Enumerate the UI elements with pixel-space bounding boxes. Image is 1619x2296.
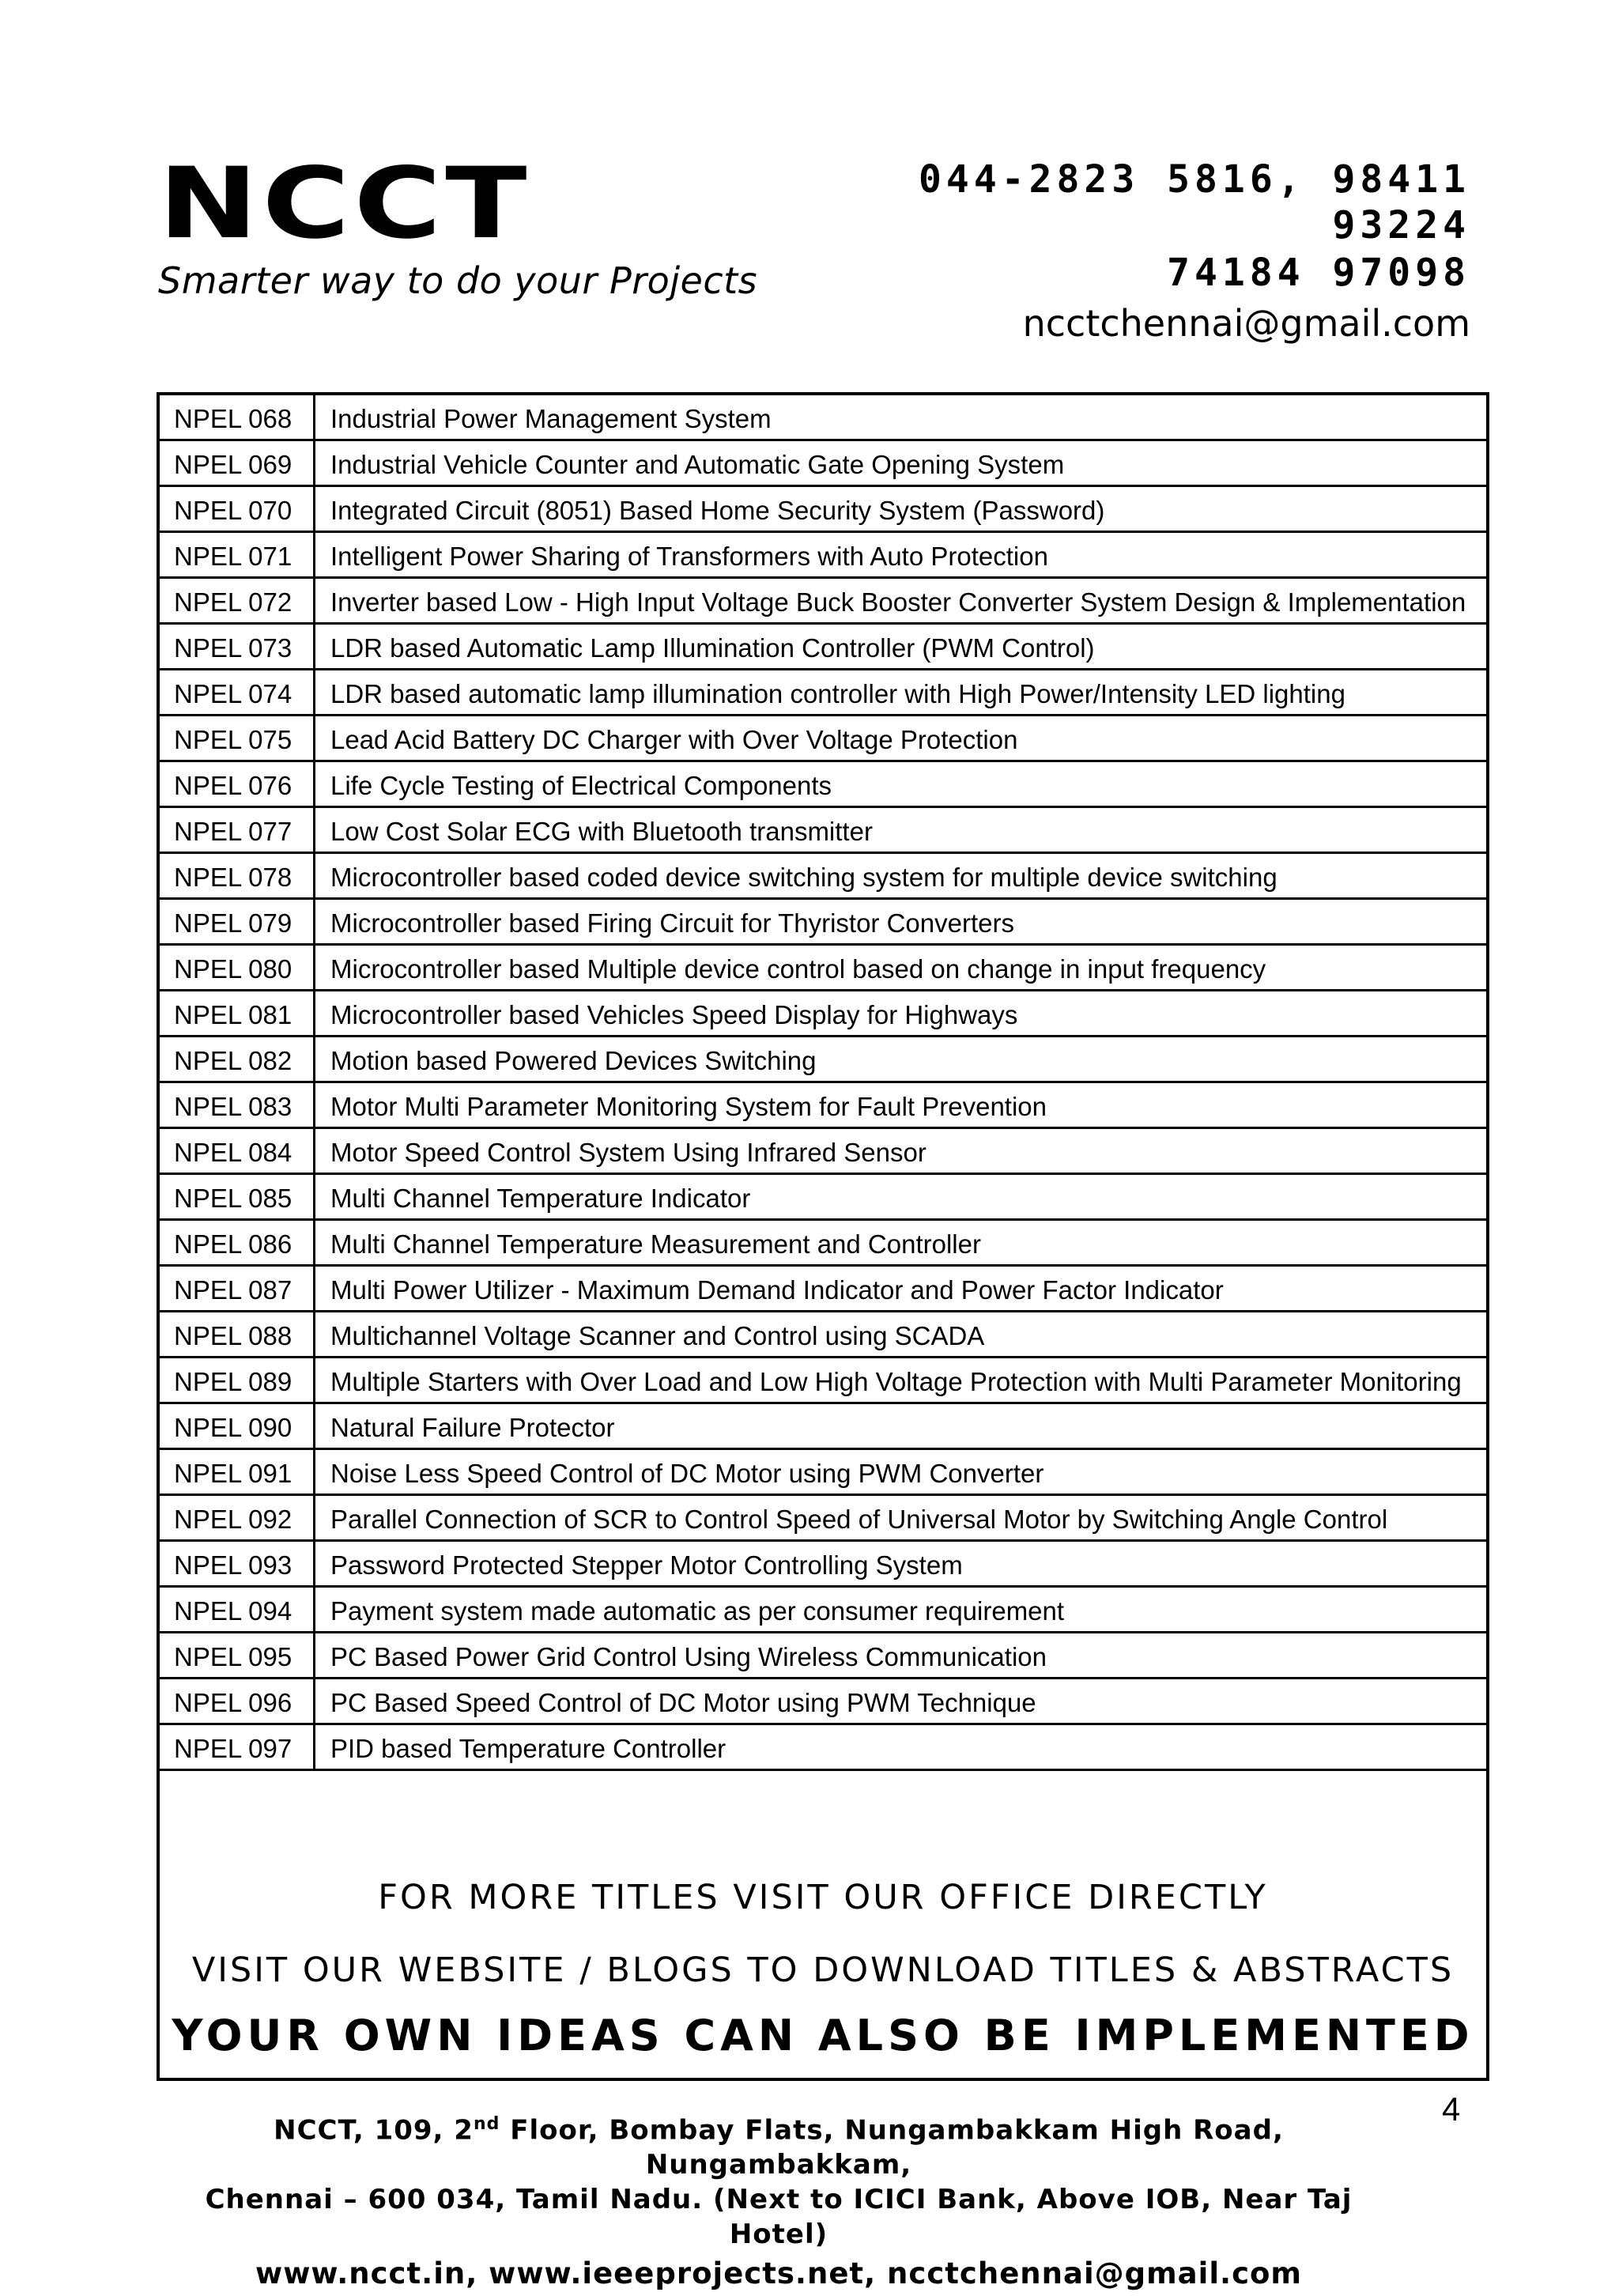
tagline: Smarter way to do your Projects	[158, 259, 758, 302]
project-title: LDR based Automatic Lamp Illumination Controller (PWM Control)	[315, 624, 1487, 670]
project-code: NPEL 096	[160, 1679, 315, 1724]
project-title: Inverter based Low - High Input Voltage Buck Booster Converter System Design & Implementation	[315, 578, 1487, 624]
table-row	[160, 1266, 1486, 1312]
ncct-logo: NCCT	[158, 147, 531, 261]
project-code: NPEL 095	[160, 1633, 315, 1679]
table-row	[160, 1724, 1486, 1770]
project-code: NPEL 086	[160, 1220, 315, 1266]
more-titles-note: FOR MORE TITLES VISIT OUR OFFICE DIRECTLY	[378, 1878, 1268, 1917]
table-row	[160, 899, 1486, 945]
table-row	[160, 1633, 1486, 1679]
table-row	[160, 991, 1486, 1037]
project-title: Microcontroller based Multiple device control based on change in input frequency	[315, 945, 1487, 991]
project-title: Low Cost Solar ECG with Bluetooth transmitter	[315, 807, 1487, 853]
project-code: NPEL 078	[160, 853, 315, 899]
project-code: NPEL 082	[160, 1037, 315, 1082]
table-row	[160, 1174, 1486, 1220]
project-code: NPEL 068	[160, 395, 315, 440]
project-title: Motor Speed Control System Using Infrared Sensor	[315, 1128, 1487, 1174]
project-title: Motor Multi Parameter Monitoring System for Fault Prevention	[315, 1082, 1487, 1128]
project-code: NPEL 093	[160, 1541, 315, 1587]
table-row	[160, 945, 1486, 991]
table-row	[160, 486, 1486, 532]
project-title: Microcontroller based Firing Circuit for Thyristor Converters	[315, 899, 1487, 945]
table-row	[160, 395, 1486, 440]
project-title: Multi Channel Temperature Indicator	[315, 1174, 1487, 1220]
project-code: NPEL 089	[160, 1358, 315, 1403]
website-note: VISIT OUR WEBSITE / BLOGS TO DOWNLOAD TITLES & ABSTRACTS	[191, 1950, 1455, 1990]
website-links: www.ncct.in, www.ieeeprojects.net, ncctchennai@gmail.com	[255, 2256, 1302, 2291]
table-row	[160, 670, 1486, 716]
phone-line-3: 74184 97098	[1167, 251, 1470, 295]
project-title: PC Based Power Grid Control Using Wireless Communication	[315, 1633, 1487, 1679]
project-code: NPEL 076	[160, 761, 315, 807]
project-title: Intelligent Power Sharing of Transformers with Auto Protection	[315, 532, 1487, 578]
project-code: NPEL 080	[160, 945, 315, 991]
box-footer	[160, 1874, 1486, 2064]
project-code: NPEL 097	[160, 1724, 315, 1770]
project-code: NPEL 075	[160, 716, 315, 761]
table-row	[160, 1403, 1486, 1449]
contact-email: ncctchennai@gmail.com	[1022, 302, 1470, 345]
project-title: Natural Failure Protector	[315, 1403, 1487, 1449]
address-line-1: NCCT, 109, 2nd Floor, Bombay Flats, Nungambakkam High Road, Nungambakkam,	[274, 2114, 1284, 2181]
project-code: NPEL 071	[160, 532, 315, 578]
project-code: NPEL 079	[160, 899, 315, 945]
address-line-2: Chennai – 600 034, Tamil Nadu. (Next to ICICI Bank, Above IOB, Near Taj Hotel)	[205, 2184, 1353, 2251]
table-row	[160, 1128, 1486, 1174]
table-row	[160, 853, 1486, 899]
phone-line-1: 044-2823 5816, 98411	[919, 157, 1470, 202]
project-code: NPEL 092	[160, 1495, 315, 1541]
project-code: NPEL 070	[160, 486, 315, 532]
project-title: PID based Temperature Controller	[315, 1724, 1487, 1770]
own-ideas-banner: YOUR OWN IDEAS CAN ALSO BE IMPLEMENTED	[172, 2011, 1474, 2060]
project-code: NPEL 077	[160, 807, 315, 853]
table-row	[160, 1312, 1486, 1358]
project-code: NPEL 087	[160, 1266, 315, 1312]
project-code: NPEL 088	[160, 1312, 315, 1358]
phone-line-2: 93224	[1332, 203, 1470, 247]
project-title: Life Cycle Testing of Electrical Components	[315, 761, 1487, 807]
table-row	[160, 624, 1486, 670]
project-title: Multiple Starters with Over Load and Low High Voltage Protection with Multi Parameter Monitoring	[315, 1358, 1487, 1403]
project-code: NPEL 072	[160, 578, 315, 624]
table-row	[160, 1679, 1486, 1724]
project-title: PC Based Speed Control of DC Motor using PWM Technique	[315, 1679, 1487, 1724]
project-title: Industrial Vehicle Counter and Automatic Gate Opening System	[315, 440, 1487, 486]
project-titles-table	[160, 395, 1486, 1771]
project-code: NPEL 074	[160, 670, 315, 716]
table-row	[160, 716, 1486, 761]
table-row	[160, 1495, 1486, 1541]
project-code: NPEL 085	[160, 1174, 315, 1220]
table-row	[160, 440, 1486, 486]
project-title: Multi Power Utilizer - Maximum Demand Indicator and Power Factor Indicator	[315, 1266, 1487, 1312]
project-code: NPEL 084	[160, 1128, 315, 1174]
table-row	[160, 1587, 1486, 1633]
project-code: NPEL 091	[160, 1449, 315, 1495]
project-title: Integrated Circuit (8051) Based Home Security System (Password)	[315, 486, 1487, 532]
project-title: Lead Acid Battery DC Charger with Over Voltage Protection	[315, 716, 1487, 761]
project-code: NPEL 081	[160, 991, 315, 1037]
table-row	[160, 1449, 1486, 1495]
titles-box	[157, 392, 1489, 2081]
contact-block	[917, 157, 1470, 351]
project-title: Multi Channel Temperature Measurement and Controller	[315, 1220, 1487, 1266]
project-title: Industrial Power Management System	[315, 395, 1487, 440]
table-row	[160, 1037, 1486, 1082]
project-title: Multichannel Voltage Scanner and Control using SCADA	[315, 1312, 1487, 1358]
page-number: 4	[1442, 2090, 1461, 2128]
table-row	[160, 1082, 1486, 1128]
project-code: NPEL 090	[160, 1403, 315, 1449]
project-title: Microcontroller based coded device switching system for multiple device switching	[315, 853, 1487, 899]
table-row	[160, 761, 1486, 807]
table-row	[160, 578, 1486, 624]
table-row	[160, 532, 1486, 578]
project-code: NPEL 083	[160, 1082, 315, 1128]
table-row	[160, 1220, 1486, 1266]
project-title: Parallel Connection of SCR to Control Speed of Universal Motor by Switching Angle Control	[315, 1495, 1487, 1541]
project-title: Password Protected Stepper Motor Controlling System	[315, 1541, 1487, 1587]
table-row	[160, 1358, 1486, 1403]
project-title: Payment system made automatic as per consumer requirement	[315, 1587, 1487, 1633]
project-title: LDR based automatic lamp illumination controller with High Power/Intensity LED lighting	[315, 670, 1487, 716]
project-title: Microcontroller based Vehicles Speed Display for Highways	[315, 991, 1487, 1037]
project-title: Noise Less Speed Control of DC Motor using PWM Converter	[315, 1449, 1487, 1495]
project-code: NPEL 069	[160, 440, 315, 486]
project-code: NPEL 094	[160, 1587, 315, 1633]
table-row	[160, 807, 1486, 853]
project-title: Motion based Powered Devices Switching	[315, 1037, 1487, 1082]
project-code: NPEL 073	[160, 624, 315, 670]
address-block	[158, 2107, 1399, 2296]
table-row	[160, 1541, 1486, 1587]
